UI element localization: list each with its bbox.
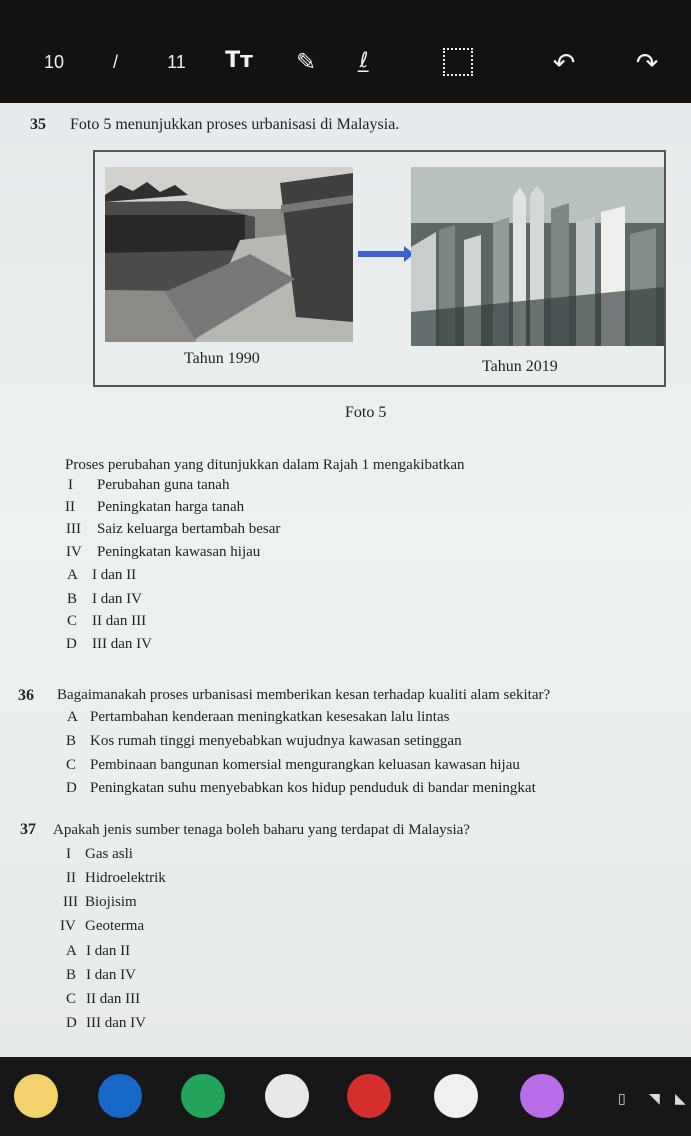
q36-option-text[interactable]: Pertambahan kenderaan meningkatkan kesesakan lalu lintas [90, 709, 450, 725]
q35-option-text[interactable]: III dan IV [92, 636, 152, 652]
notes-icon[interactable] [520, 1074, 564, 1118]
wifi-icon: ◥ [649, 1091, 660, 1107]
caption-year-2019: Tahun 2019 [482, 358, 558, 375]
q35-item-text: Saiz keluarga bertambah besar [97, 521, 281, 537]
q36-option-letter[interactable]: A [67, 709, 78, 725]
highlighter-icon[interactable]: ✎ [295, 48, 317, 76]
q37-item-roman: III [63, 894, 78, 910]
battery-icon: ▯ [618, 1091, 626, 1107]
redo-icon[interactable]: ↷ [635, 48, 659, 79]
total-pages: 11 [167, 52, 186, 72]
selection-icon[interactable] [443, 48, 473, 76]
q37-option-letter[interactable]: A [66, 943, 77, 959]
change-arrow-icon [358, 251, 406, 257]
current-page: 10 [44, 52, 65, 72]
caption-year-1990: Tahun 1990 [184, 350, 260, 367]
question-37-number: 37 [20, 821, 36, 838]
messages-icon[interactable] [98, 1074, 142, 1118]
q35-option-letter[interactable]: D [66, 636, 77, 652]
clear-formatting-icon[interactable]: ℓ̲ [359, 48, 369, 72]
q36-option-text[interactable]: Kos rumah tinggi menyebabkan wujudnya kawasan setinggan [90, 733, 462, 749]
q36-option-letter[interactable]: D [66, 780, 77, 796]
q35-item-roman: II [65, 499, 75, 515]
q37-item-roman: I [66, 846, 71, 862]
q37-option-text[interactable]: III dan IV [86, 1015, 146, 1031]
q37-option-letter[interactable]: D [66, 1015, 77, 1031]
q37-item-text: Geoterma [85, 918, 145, 934]
q37-item-roman: IV [60, 918, 76, 934]
q35-item-text: Peningkatan harga tanah [97, 499, 245, 515]
q35-item-text: Perubahan guna tanah [97, 477, 230, 493]
q35-option-letter[interactable]: A [67, 567, 78, 583]
photos-icon[interactable] [434, 1074, 478, 1118]
old-village-photo [105, 167, 353, 342]
question-37-text: Apakah jenis sumber tenaga boleh baharu yang terdapat di Malaysia? [53, 822, 470, 838]
q36-option-letter[interactable]: B [66, 733, 77, 749]
q35-option-letter[interactable]: B [67, 591, 78, 607]
question-36-number: 36 [18, 687, 34, 704]
editor-toolbar [0, 0, 691, 103]
youtube-icon[interactable] [347, 1074, 391, 1118]
q35-option-text[interactable]: I dan II [92, 567, 137, 583]
files-icon[interactable] [14, 1074, 58, 1118]
question-35-stem: Proses perubahan yang ditunjukkan dalam Rajah 1 mengakibatkan [65, 457, 465, 473]
q35-item-roman: I [68, 477, 73, 493]
worksheet-page [0, 103, 691, 1057]
q37-item-text: Gas asli [85, 846, 133, 862]
modern-city-photo [411, 167, 664, 346]
q37-option-text[interactable]: I dan II [86, 943, 131, 959]
q37-option-letter[interactable]: C [66, 991, 77, 1007]
q37-item-text: Biojisim [85, 894, 137, 910]
question-35-number: 35 [30, 116, 46, 133]
q35-item-roman: III [66, 521, 81, 537]
page-counter [44, 52, 230, 73]
q37-option-letter[interactable]: B [66, 967, 77, 983]
q37-option-text[interactable]: I dan IV [86, 967, 136, 983]
q37-item-text: Hidroelektrik [85, 870, 166, 886]
q36-option-text[interactable]: Peningkatan suhu menyebabkan kos hidup penduduk di bandar meningkat [90, 780, 536, 796]
undo-icon[interactable]: ↶ [552, 48, 576, 79]
figure-label: Foto 5 [345, 404, 387, 421]
q37-item-roman: II [66, 870, 76, 886]
sheets-icon[interactable] [181, 1074, 225, 1118]
q35-item-text: Peningkatan kawasan hijau [97, 544, 261, 560]
question-35-text: Foto 5 menunjukkan proses urbanisasi di Malaysia. [70, 116, 400, 133]
text-size-icon[interactable]: Tт [225, 48, 253, 73]
q36-option-text[interactable]: Pembinaan bangunan komersial mengurangkan keluasan kawasan hijau [90, 757, 520, 773]
question-36-text: Bagaimanakah proses urbanisasi memberikan kesan terhadap kualiti alam sekitar? [57, 687, 551, 703]
q35-option-letter[interactable]: C [67, 613, 78, 629]
play-store-icon[interactable] [265, 1074, 309, 1118]
q37-option-text[interactable]: II dan III [86, 991, 141, 1007]
q35-item-roman: IV [66, 544, 82, 560]
foto-5-frame [93, 150, 666, 387]
system-taskbar [0, 1057, 691, 1136]
signal-icon: ◣ [675, 1091, 686, 1107]
q36-option-letter[interactable]: C [66, 757, 77, 773]
page-separator: / [113, 52, 119, 72]
q35-option-text[interactable]: I dan IV [92, 591, 142, 607]
q35-option-text[interactable]: II dan III [92, 613, 147, 629]
